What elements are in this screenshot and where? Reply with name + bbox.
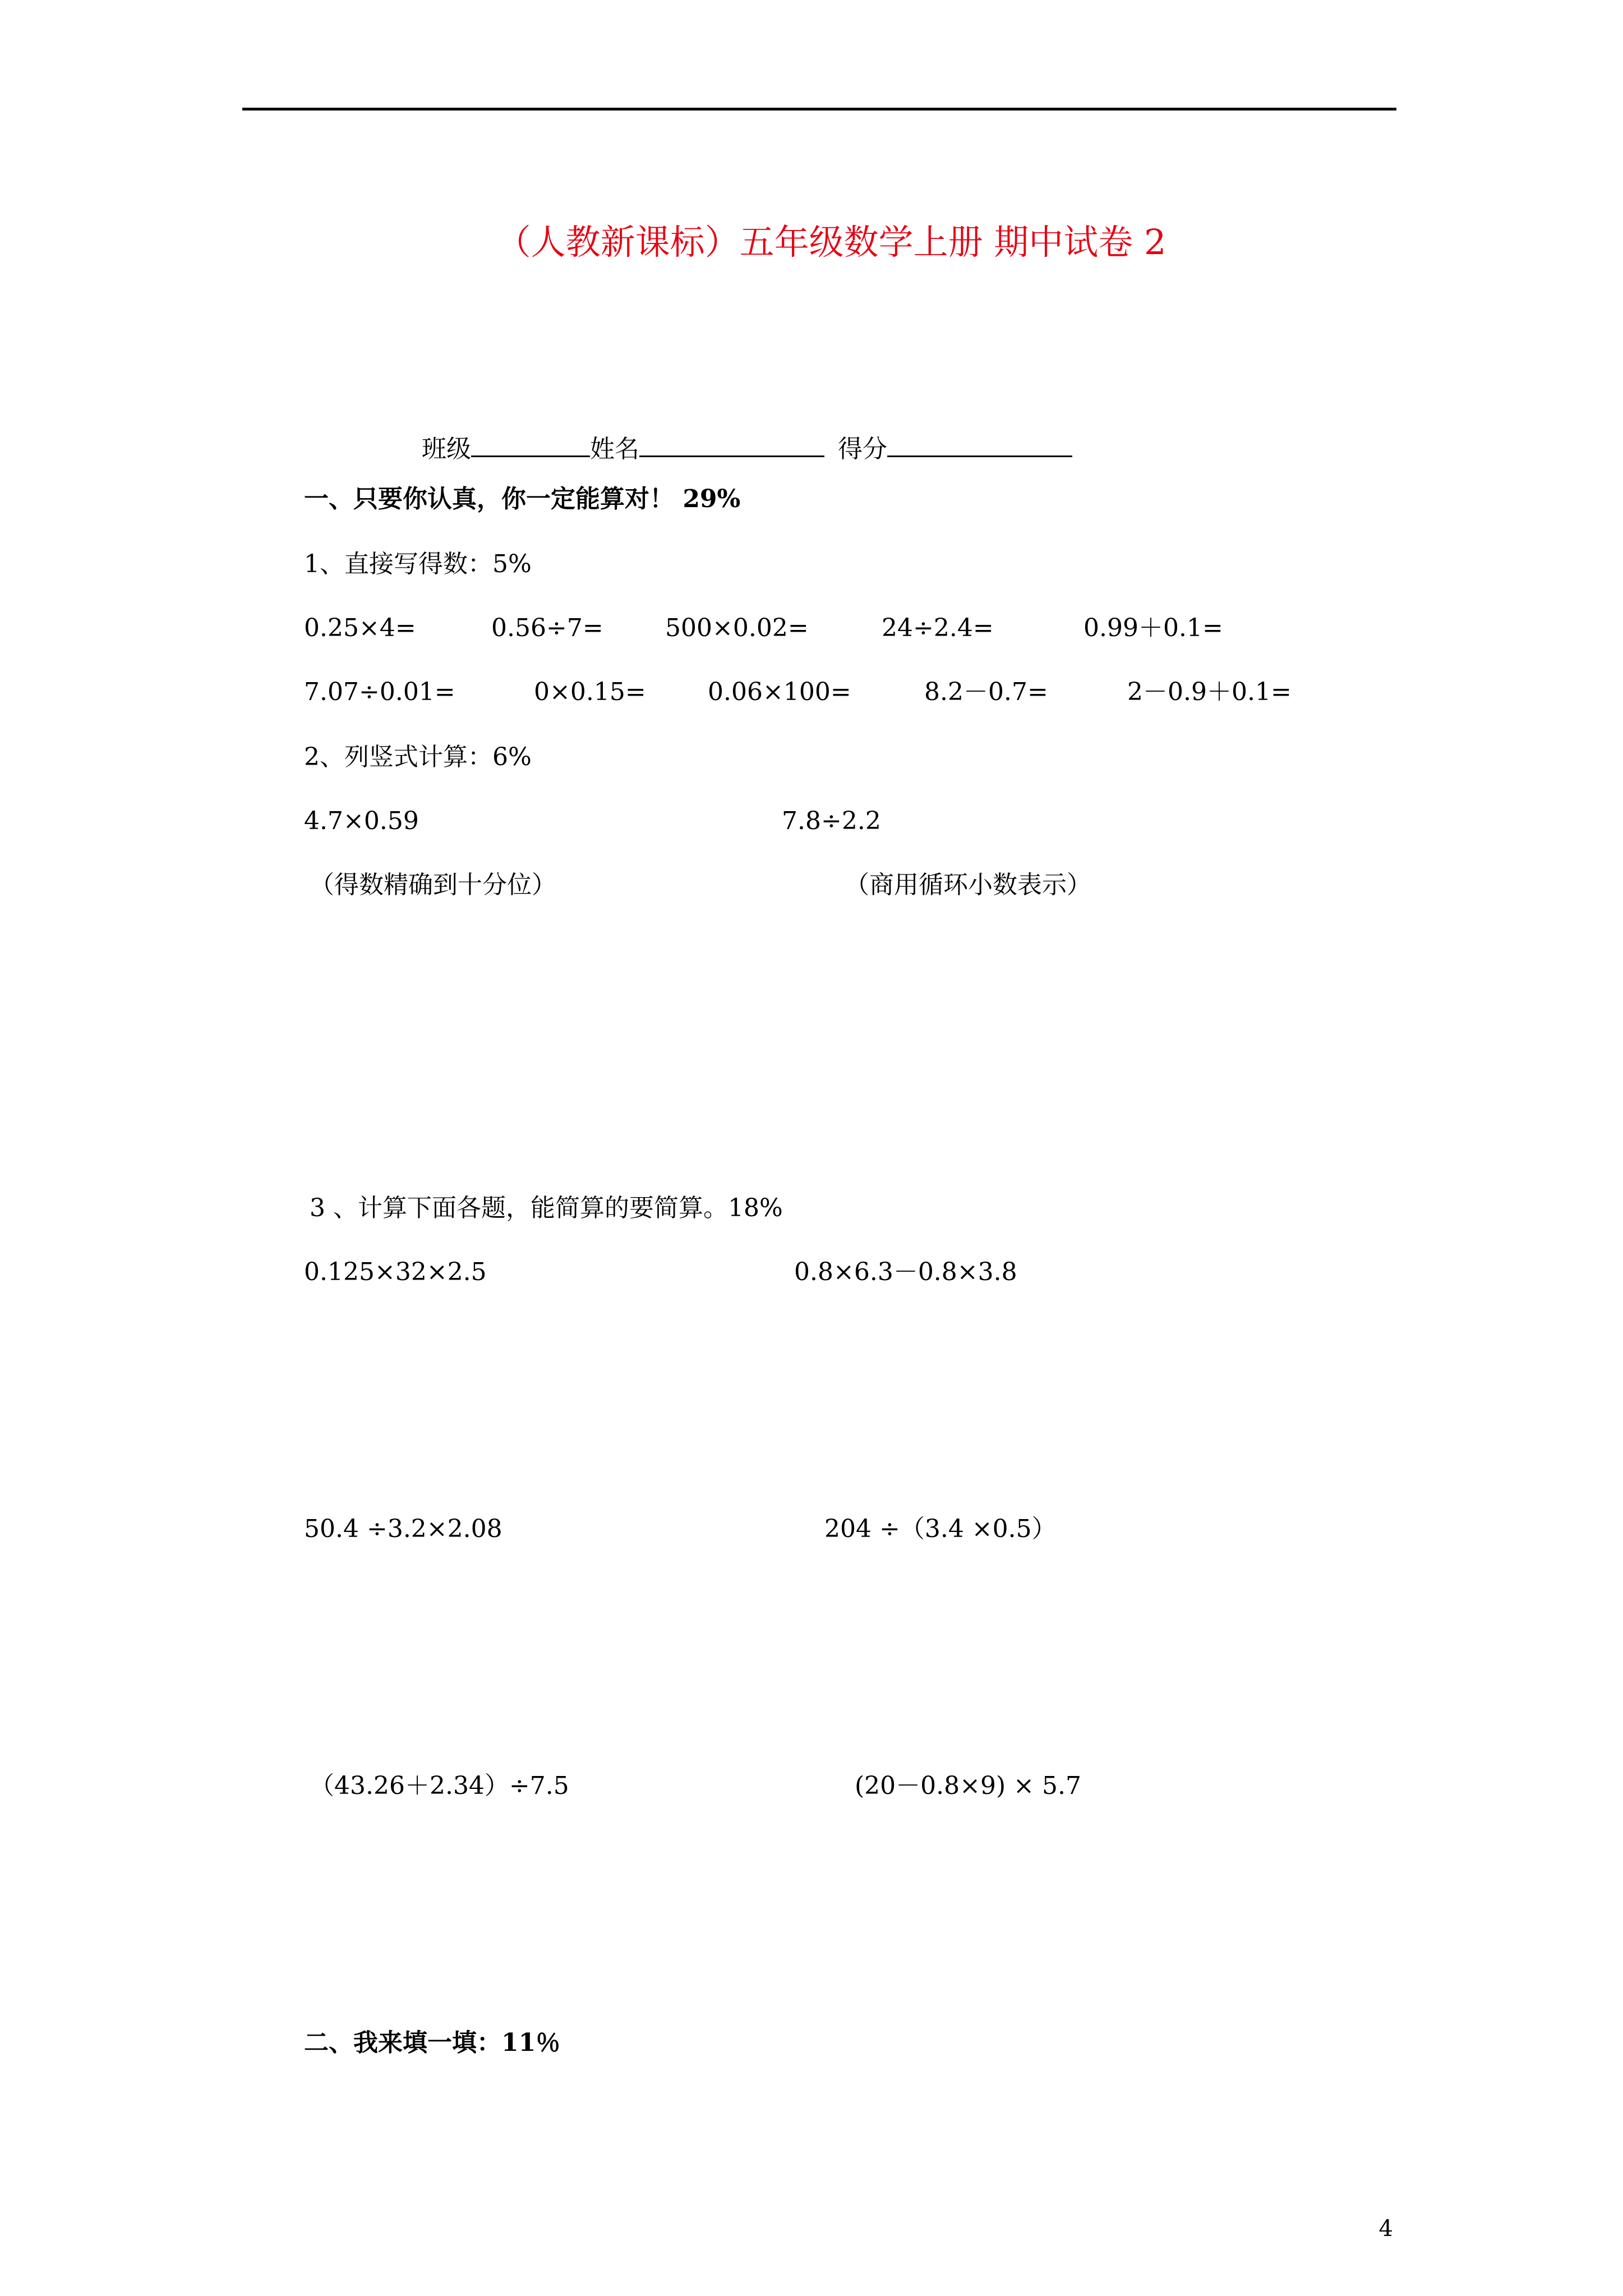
q1-item-1-5: 0.99＋0.1= [1083, 614, 1223, 642]
q3-item-1: 0.125×32×2.5 [304, 1258, 487, 1286]
header-rule [242, 108, 1396, 111]
q1-item-2-3: 0.06×100= [708, 678, 851, 706]
class-label: 班级 [422, 435, 471, 463]
section2-heading: 二、我来填一填：11％ [304, 2028, 561, 2057]
q3-item-5: （43.26＋2.34）÷7.5 [310, 1772, 569, 1800]
q3-item-6: (20－0.8×9) × 5.7 [855, 1772, 1081, 1800]
q1-item-1-3: 500×0.02= [665, 614, 809, 642]
score-blank[interactable] [887, 431, 1072, 457]
q1-item-2-1: 7.07÷0.01= [304, 678, 455, 706]
q2-right-note: （商用循环小数表示） [845, 871, 1091, 899]
q1-item-2-5: 2－0.9＋0.1= [1127, 678, 1292, 706]
student-info-line [422, 431, 1072, 465]
q1-item-2-2: 0×0.15= [534, 678, 646, 706]
name-label: 姓名 [590, 435, 639, 463]
q2-right-expression: 7.8÷2.2 [782, 807, 881, 835]
page-title: （人教新课标）五年级数学上册 期中试卷 2 [496, 222, 1166, 263]
q1-item-1-2: 0.56÷7= [491, 614, 603, 642]
score-label: 得分 [838, 435, 887, 463]
name-blank[interactable] [639, 431, 824, 457]
q1-item-2-4: 8.2－0.7= [924, 678, 1048, 706]
q3-item-2: 0.8×6.3－0.8×3.8 [794, 1258, 1017, 1286]
q2-heading: 2、列竖式计算：6% [304, 743, 532, 771]
q1-item-1-1: 0.25×4= [304, 614, 416, 642]
q1-item-1-4: 24÷2.4= [882, 614, 994, 642]
q2-left-note: （得数精确到十分位） [310, 871, 556, 899]
q3-item-3: 50.4 ÷3.2×2.08 [304, 1515, 502, 1543]
q3-heading: 3 、计算下面各题，能简算的要简算。18% [310, 1194, 783, 1222]
q1-heading: 1、直接写得数：5% [304, 550, 532, 578]
q3-item-4: 204 ÷（3.4 ×0.5） [824, 1515, 1057, 1543]
q2-left-expression: 4.7×0.59 [304, 807, 419, 835]
page-number: 4 [1378, 2216, 1393, 2242]
class-blank[interactable] [471, 431, 590, 457]
section1-heading: 一、只要你认真，你一定能算对！ 29% [304, 485, 741, 513]
